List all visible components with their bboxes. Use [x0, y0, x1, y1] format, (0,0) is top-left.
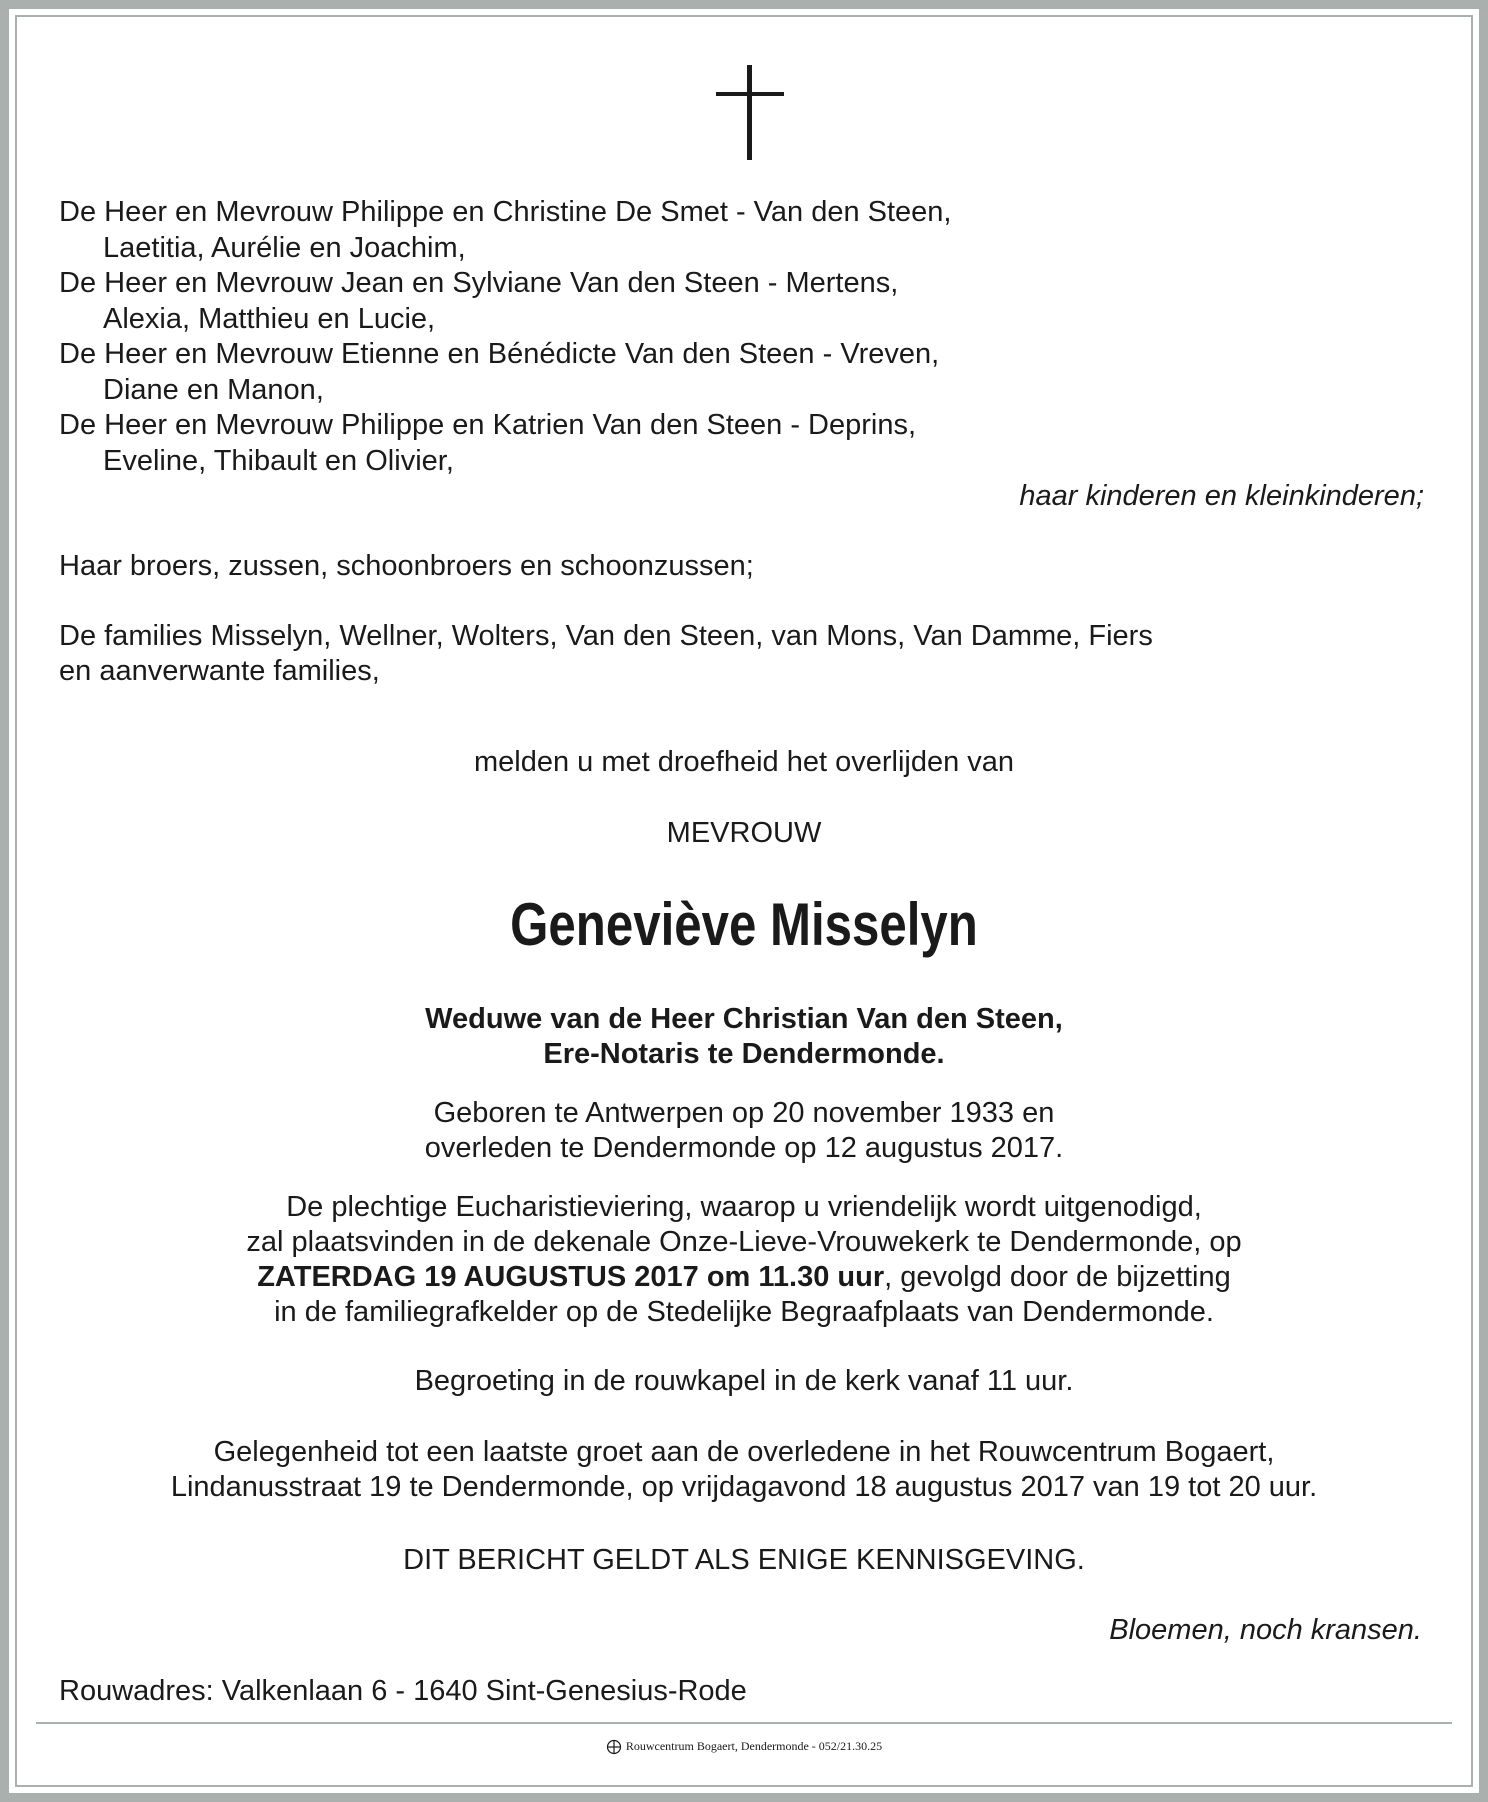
family-line: Alexia, Matthieu en Lucie, [103, 303, 436, 335]
ceremony-line: De plechtige Eucharistieviering, waarop u vriendelijk wordt uitgenodigd, [286, 1191, 1202, 1223]
children-caption: haar kinderen en kleinkinderen; [1019, 480, 1424, 512]
funeral-home-logo-icon [606, 1739, 622, 1755]
widow-line: Ere-Notaris te Dendermonde. [543, 1038, 945, 1070]
birth-line: Geboren te Antwerpen op 20 november 1933 en [433, 1097, 1055, 1129]
greeting: Begroeting in de rouwkapel in de kerk vanaf 11 uur. [414, 1365, 1074, 1397]
ceremony-rest: , gevolgd door de bijzetting [884, 1261, 1231, 1293]
death-line: overleden te Dendermonde op 12 augustus 2017. [424, 1132, 1064, 1164]
siblings-line: Haar broers, zussen, schoonbroers en schoonzussen; [59, 550, 754, 582]
family-line: De Heer en Mevrouw Philippe en Christine De Smet - Van den Steen, [59, 196, 952, 228]
family-line: Eveline, Thibault en Olivier, [103, 445, 454, 477]
farewell-line: Gelegenheid tot een laatste groet aan de overledene in het Rouwcentrum Bogaert, [213, 1436, 1275, 1468]
deceased-name: Geneviève Misselyn [510, 891, 978, 958]
families-line: De families Misselyn, Wellner, Wolters, Van den Steen, van Mons, Van Damme, Fiers [59, 620, 1153, 652]
ceremony-line: zal plaatsvinden in de dekenale Onze-Lieve-Vrouwekerk te Dendermonde, op [246, 1226, 1242, 1258]
salutation: MEVROUW [666, 817, 822, 849]
announcement: melden u met droefheid het overlijden van [473, 746, 1015, 778]
farewell-line: Lindanusstraat 19 te Dendermonde, op vrijdagavond 18 augustus 2017 van 19 tot 20 uur. [170, 1471, 1318, 1503]
widow-line: Weduwe van de Heer Christian Van den Steen, [425, 1003, 1063, 1035]
families-line: en aanverwante families, [59, 655, 380, 687]
ceremony-line: in de familiegrafkelder op de Stedelijke Begraafplaats van Dendermonde. [274, 1296, 1214, 1328]
family-line: De Heer en Mevrouw Jean en Sylviane Van den Steen - Mertens, [59, 267, 899, 299]
flowers-note: Bloemen, noch kransen. [1109, 1614, 1422, 1646]
footer-text: Rouwcentrum Bogaert, Dendermonde - 052/21.30.25 [625, 1739, 883, 1753]
ceremony-date: ZATERDAG 19 AUGUSTUS 2017 om 11.30 uur [257, 1261, 885, 1293]
ceremony-line [0, 1259, 1488, 1295]
family-line: De Heer en Mevrouw Etienne en Bénédicte Van den Steen - Vreven, [59, 338, 940, 370]
mourning-address: Rouwadres: Valkenlaan 6 - 1640 Sint-Genesius-Rode [59, 1675, 747, 1707]
footer [0, 1737, 1488, 1755]
notice: DIT BERICHT GELDT ALS ENIGE KENNISGEVING. [403, 1544, 1085, 1576]
cross-icon [716, 65, 784, 160]
family-line: De Heer en Mevrouw Philippe en Katrien Van den Steen - Deprins, [59, 409, 917, 441]
divider [36, 1722, 1452, 1724]
family-line: Laetitia, Aurélie en Joachim, [103, 232, 466, 264]
family-line: Diane en Manon, [103, 374, 324, 406]
